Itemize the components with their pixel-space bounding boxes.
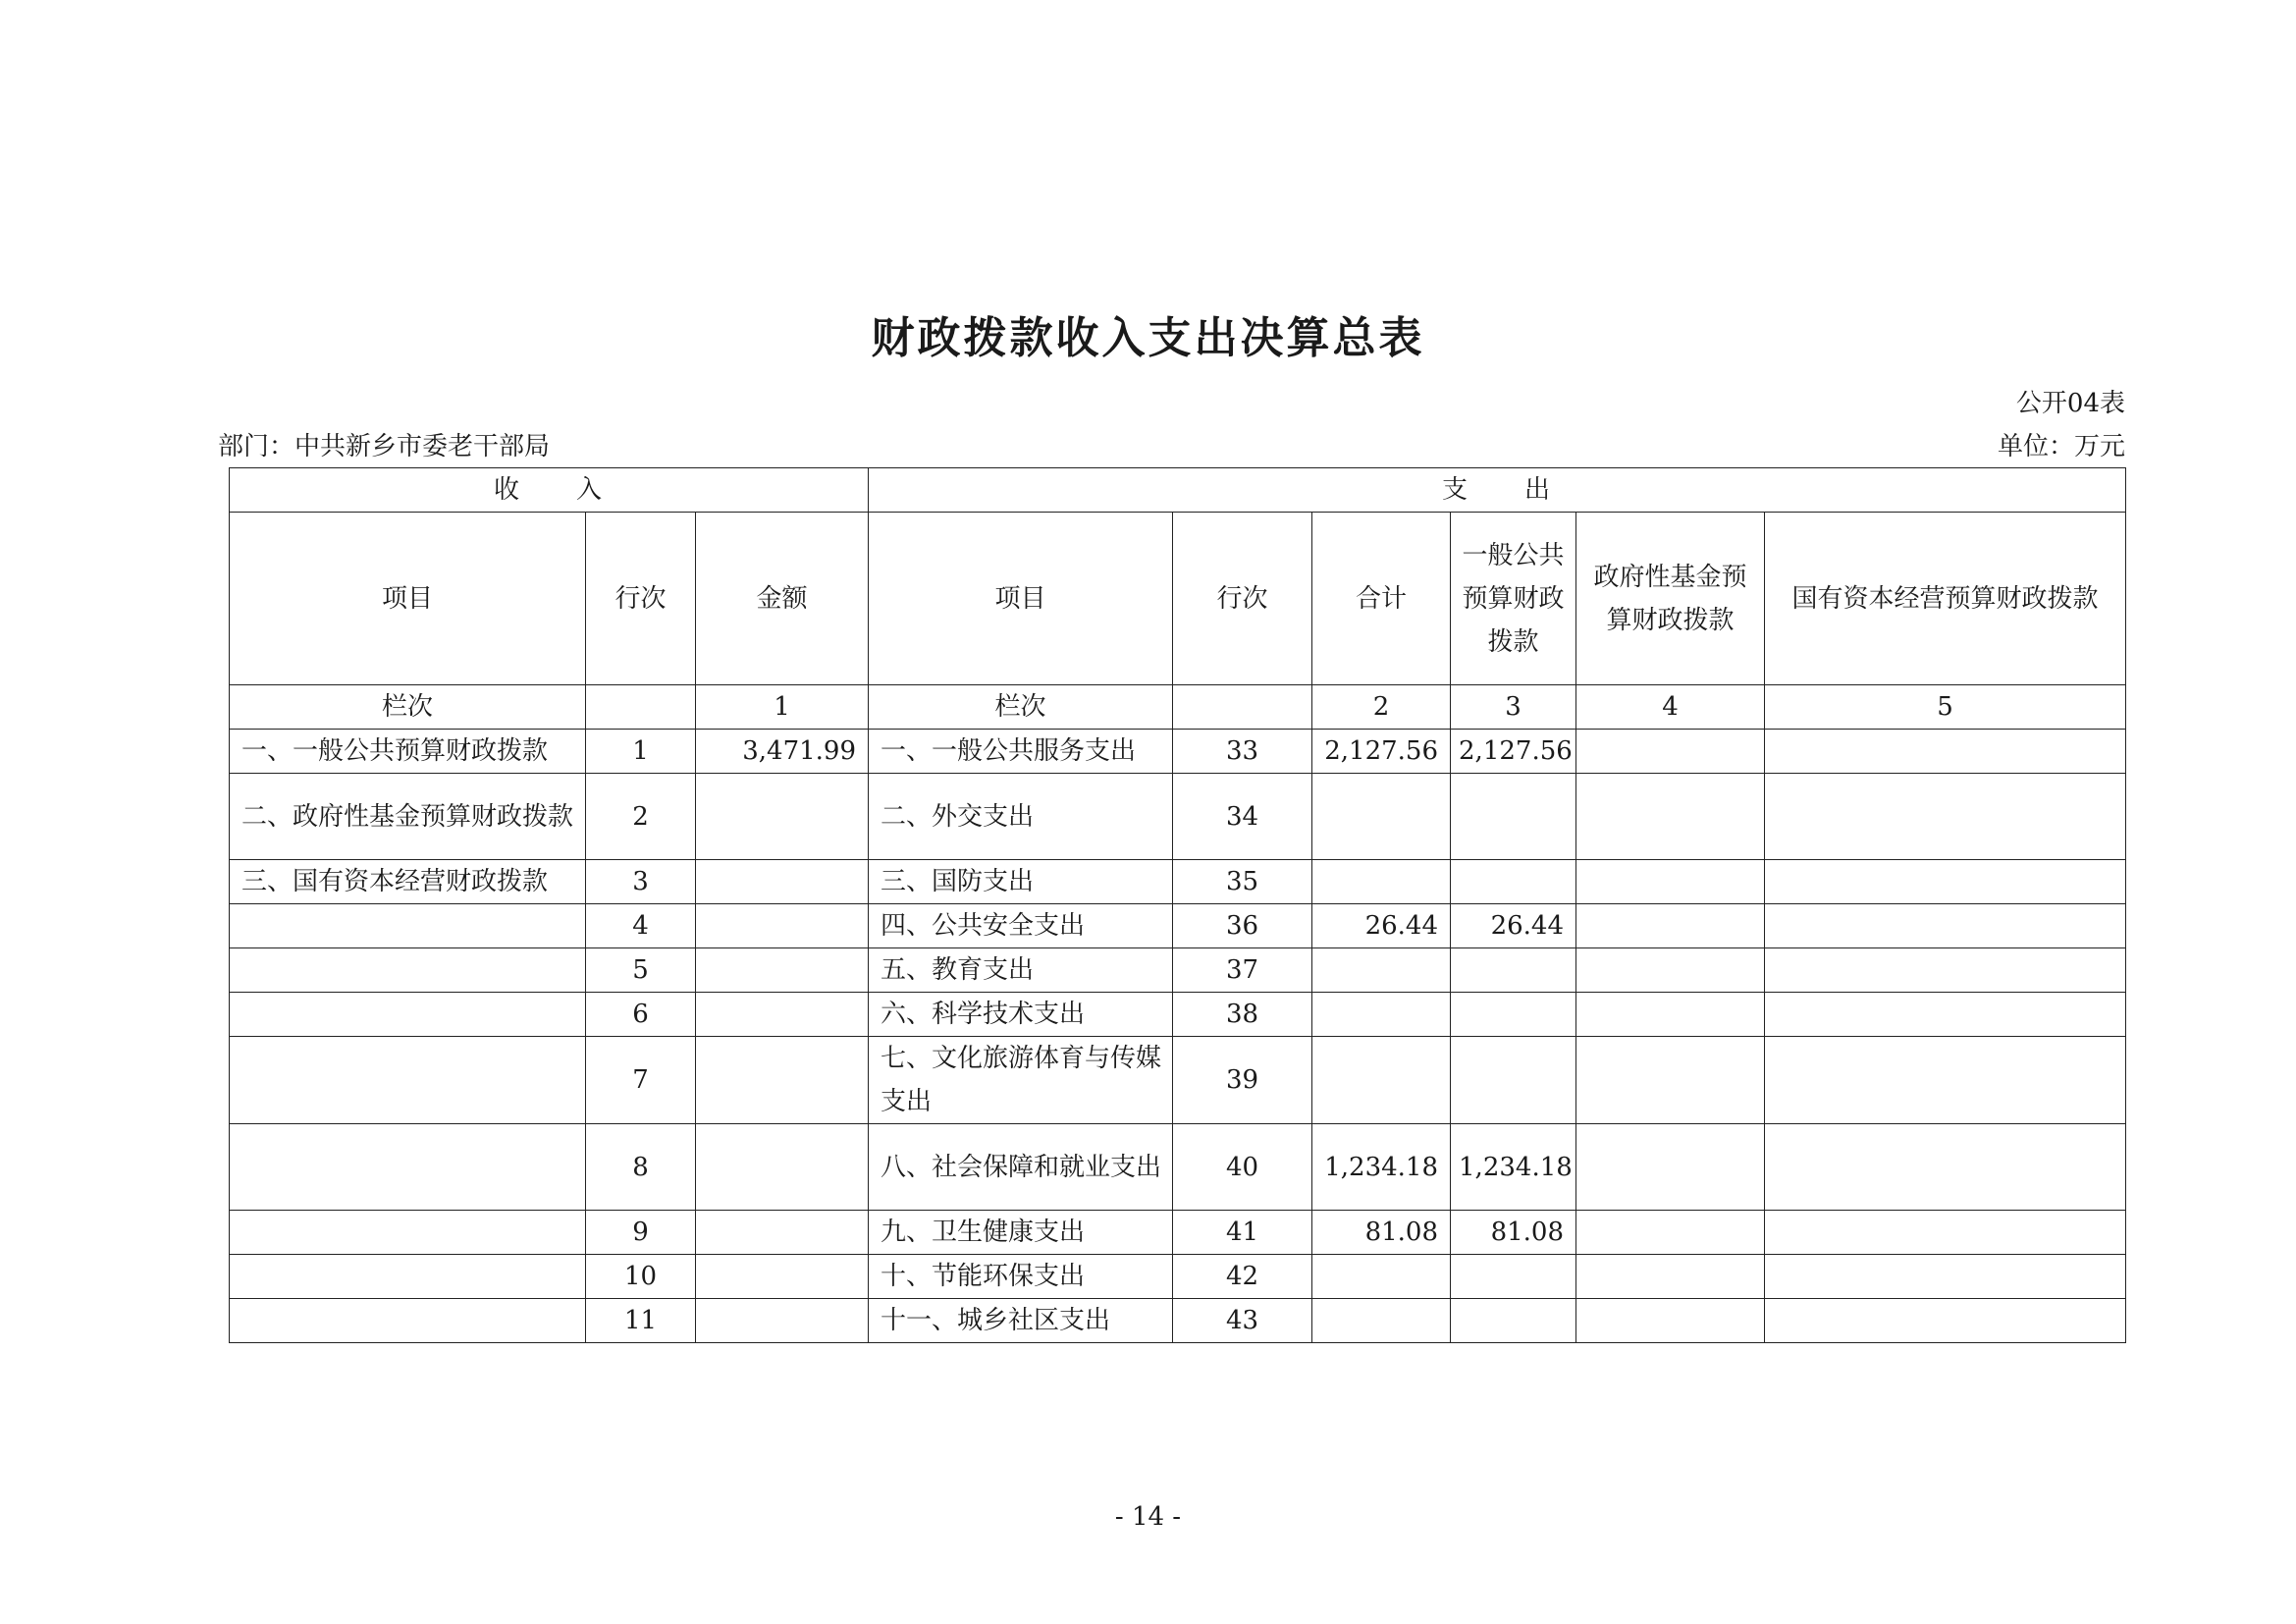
total-cell <box>1312 993 1451 1037</box>
table-row <box>230 730 2126 774</box>
state-capital-cell <box>1765 904 2126 948</box>
income-row-number-cell: 8 <box>586 1124 696 1211</box>
col-header-income-item: 项目 <box>230 513 586 685</box>
general-budget-cell: 81.08 <box>1451 1211 1576 1255</box>
empty-cell <box>1173 685 1312 730</box>
expenditure-row-number-cell: 42 <box>1173 1255 1312 1299</box>
general-budget-cell <box>1451 860 1576 904</box>
general-budget-cell <box>1451 1037 1576 1124</box>
total-cell: 26.44 <box>1312 904 1451 948</box>
income-item-cell <box>230 904 586 948</box>
table-row <box>230 1037 2126 1124</box>
income-amount-cell <box>696 1037 869 1124</box>
income-item-cell: 三、国有资本经营财政拨款 <box>230 860 586 904</box>
total-column-number: 2 <box>1312 685 1451 730</box>
table-row <box>230 774 2126 860</box>
expenditure-row-number-cell: 33 <box>1173 730 1312 774</box>
income-row-number-cell: 5 <box>586 948 696 993</box>
state-capital-cell <box>1765 774 2126 860</box>
income-item-cell <box>230 1037 586 1124</box>
total-cell <box>1312 1037 1451 1124</box>
income-amount-cell <box>696 860 869 904</box>
table-row <box>230 1124 2126 1211</box>
state-capital-cell <box>1765 1255 2126 1299</box>
gov-fund-cell <box>1576 904 1765 948</box>
table-row <box>230 948 2126 993</box>
expenditure-row-number-cell: 35 <box>1173 860 1312 904</box>
exp-column-label: 栏次 <box>869 685 1173 730</box>
income-amount-cell <box>696 1211 869 1255</box>
page-number: - 14 - <box>1114 1502 1182 1532</box>
expenditure-item-cell: 二、外交支出 <box>869 774 1173 860</box>
gov-fund-cell <box>1576 1299 1765 1343</box>
column-number-row <box>230 685 2126 730</box>
col-header-gov-fund: 政府性基金预算财政拨款 <box>1576 513 1765 685</box>
state-capital-cell <box>1765 993 2126 1037</box>
section-header-row <box>230 468 2126 513</box>
form-number: 公开04表 <box>2015 389 2125 418</box>
state-capital-cell <box>1765 1037 2126 1124</box>
table-row <box>230 1211 2126 1255</box>
total-cell <box>1312 948 1451 993</box>
col-header-exp-item: 项目 <box>869 513 1173 685</box>
expenditure-item-cell: 七、文化旅游体育与传媒支出 <box>869 1037 1173 1124</box>
gov-fund-cell <box>1576 948 1765 993</box>
total-cell <box>1312 860 1451 904</box>
state-capital-cell <box>1765 730 2126 774</box>
gov-fund-cell <box>1576 774 1765 860</box>
expenditure-section-header: 支 出 <box>869 468 2126 513</box>
col-header-exp-row: 行次 <box>1173 513 1312 685</box>
expenditure-row-number-cell: 36 <box>1173 904 1312 948</box>
state-capital-cell <box>1765 860 2126 904</box>
col-header-income-row: 行次 <box>586 513 696 685</box>
document-title: 财政拨款收入支出决算总表 <box>871 313 1425 363</box>
col-header-state-capital: 国有资本经营预算财政拨款 <box>1765 513 2126 685</box>
income-item-cell <box>230 948 586 993</box>
income-amount-cell <box>696 948 869 993</box>
income-item-cell <box>230 1211 586 1255</box>
expenditure-item-cell: 一、一般公共服务支出 <box>869 730 1173 774</box>
income-row-number-cell: 1 <box>586 730 696 774</box>
general-budget-cell <box>1451 774 1576 860</box>
gov-fund-cell <box>1576 1255 1765 1299</box>
expenditure-item-cell: 三、国防支出 <box>869 860 1173 904</box>
expenditure-row-number-cell: 40 <box>1173 1124 1312 1211</box>
general-budget-cell: 2,127.56 <box>1451 730 1576 774</box>
total-cell <box>1312 1299 1451 1343</box>
income-amount-cell <box>696 1124 869 1211</box>
income-amount-cell <box>696 904 869 948</box>
income-row-number-cell: 4 <box>586 904 696 948</box>
general-budget-cell <box>1451 1255 1576 1299</box>
expenditure-row-number-cell: 43 <box>1173 1299 1312 1343</box>
general-column-number: 3 <box>1451 685 1576 730</box>
income-item-cell <box>230 993 586 1037</box>
state-capital-cell <box>1765 948 2126 993</box>
total-cell <box>1312 774 1451 860</box>
gov-fund-cell <box>1576 1037 1765 1124</box>
column-header-row <box>230 513 2126 685</box>
col-header-total: 合计 <box>1312 513 1451 685</box>
col-header-general-budget: 一般公共预算财政拨款 <box>1451 513 1576 685</box>
expenditure-item-cell: 十一、城乡社区支出 <box>869 1299 1173 1343</box>
expenditure-row-number-cell: 41 <box>1173 1211 1312 1255</box>
expenditure-item-cell: 四、公共安全支出 <box>869 904 1173 948</box>
income-amount-cell <box>696 1255 869 1299</box>
expenditure-row-number-cell: 38 <box>1173 993 1312 1037</box>
general-budget-cell: 1,234.18 <box>1451 1124 1576 1211</box>
budget-table <box>229 467 2126 1343</box>
table-row <box>230 904 2126 948</box>
gov-fund-cell <box>1576 993 1765 1037</box>
total-cell: 1,234.18 <box>1312 1124 1451 1211</box>
total-cell: 81.08 <box>1312 1211 1451 1255</box>
table-row <box>230 860 2126 904</box>
general-budget-cell: 26.44 <box>1451 904 1576 948</box>
gov-fund-cell <box>1576 1211 1765 1255</box>
total-cell: 2,127.56 <box>1312 730 1451 774</box>
income-amount-cell: 3,471.99 <box>696 730 869 774</box>
income-amount-cell <box>696 774 869 860</box>
income-item-cell <box>230 1299 586 1343</box>
expenditure-item-cell: 十、节能环保支出 <box>869 1255 1173 1299</box>
income-item-cell: 一、一般公共预算财政拨款 <box>230 730 586 774</box>
income-item-cell <box>230 1124 586 1211</box>
department-label: 部门：中共新乡市委老干部局 <box>218 432 551 461</box>
income-amount-column-number: 1 <box>696 685 869 730</box>
income-row-number-cell: 9 <box>586 1211 696 1255</box>
income-row-number-cell: 2 <box>586 774 696 860</box>
income-item-cell: 二、政府性基金预算财政拨款 <box>230 774 586 860</box>
gov-fund-cell <box>1576 860 1765 904</box>
income-item-cell <box>230 1255 586 1299</box>
income-row-number-cell: 11 <box>586 1299 696 1343</box>
fund-column-number: 4 <box>1576 685 1765 730</box>
general-budget-cell <box>1451 993 1576 1037</box>
expenditure-item-cell: 五、教育支出 <box>869 948 1173 993</box>
gov-fund-cell <box>1576 1124 1765 1211</box>
general-budget-cell <box>1451 948 1576 993</box>
income-row-number-cell: 6 <box>586 993 696 1037</box>
expenditure-row-number-cell: 39 <box>1173 1037 1312 1124</box>
income-amount-cell <box>696 993 869 1037</box>
expenditure-item-cell: 八、社会保障和就业支出 <box>869 1124 1173 1211</box>
income-row-number-cell: 3 <box>586 860 696 904</box>
income-row-number-cell: 7 <box>586 1037 696 1124</box>
general-budget-cell <box>1451 1299 1576 1343</box>
income-section-header: 收 入 <box>230 468 869 513</box>
expenditure-item-cell: 九、卫生健康支出 <box>869 1211 1173 1255</box>
gov-fund-cell <box>1576 730 1765 774</box>
expenditure-item-cell: 六、科学技术支出 <box>869 993 1173 1037</box>
col-header-amount: 金额 <box>696 513 869 685</box>
state-capital-cell <box>1765 1124 2126 1211</box>
state-capital-cell <box>1765 1211 2126 1255</box>
table-row <box>230 993 2126 1037</box>
unit-label: 单位：万元 <box>1997 432 2125 461</box>
empty-cell <box>586 685 696 730</box>
total-cell <box>1312 1255 1451 1299</box>
state-column-number: 5 <box>1765 685 2126 730</box>
income-amount-cell <box>696 1299 869 1343</box>
expenditure-row-number-cell: 37 <box>1173 948 1312 993</box>
expenditure-row-number-cell: 34 <box>1173 774 1312 860</box>
income-column-label: 栏次 <box>230 685 586 730</box>
table-row <box>230 1255 2126 1299</box>
state-capital-cell <box>1765 1299 2126 1343</box>
table-row <box>230 1299 2126 1343</box>
income-row-number-cell: 10 <box>586 1255 696 1299</box>
